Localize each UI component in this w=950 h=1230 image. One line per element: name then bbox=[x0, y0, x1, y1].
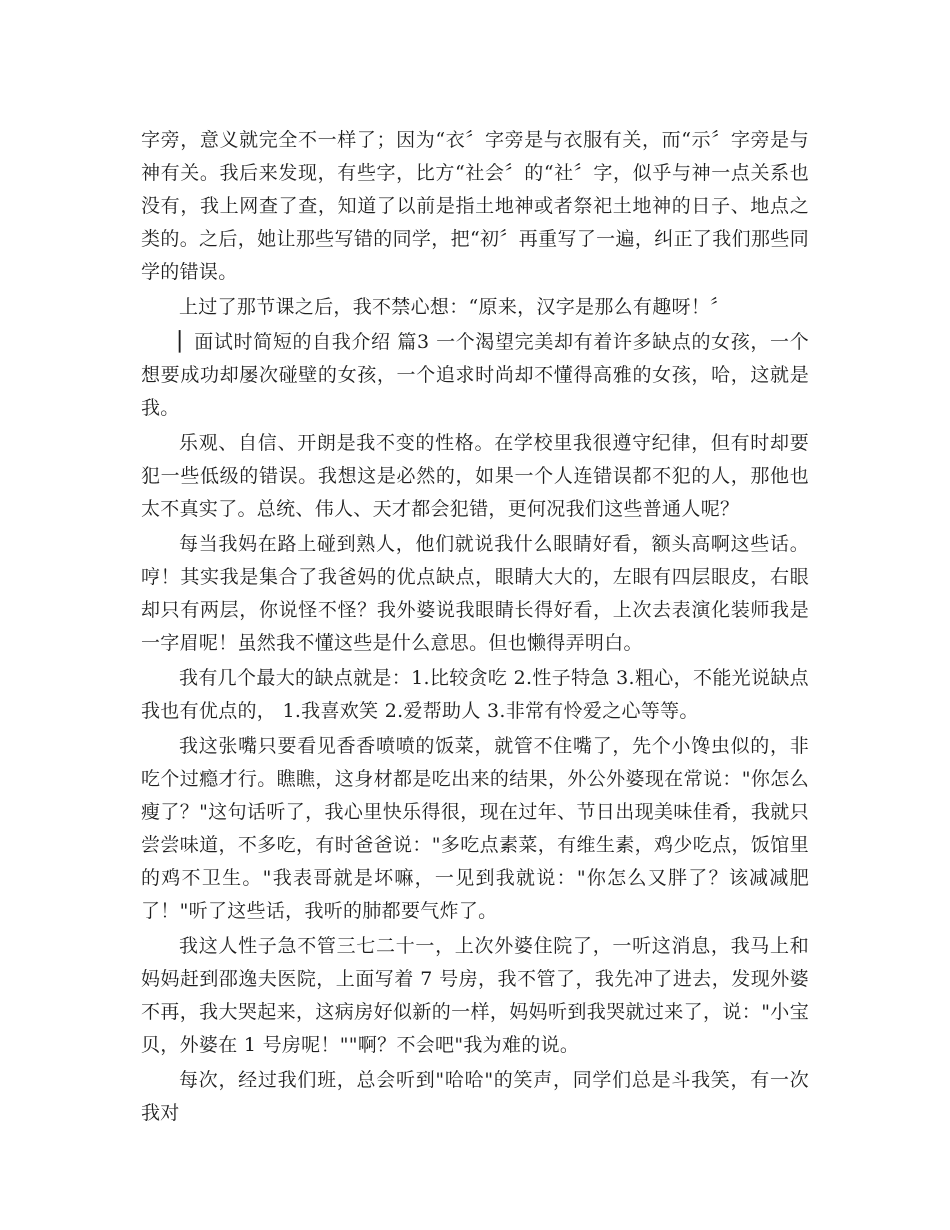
paragraph-3: ▏面试时简短的自我介绍 篇3 一个渴望完美却有着许多缺点的女孩，一个想要成功却屡次碰壁的女孩，一个追求时尚却不懂得高雅的女孩，哈，这就是我。 bbox=[141, 331, 809, 419]
paragraph-1: 字旁，意义就完全不一样了；因为“衣〞字旁是与衣服有关，而“示〞字旁是与神有关。我后来发现，有些字，比方“社会〞的“社〞字，似乎与神一点关系也没有，我上网查了查，知道了以前是指土地神或者祭祀土地神的日子、地点之类的。之后，她让那些写错的同学，把“初〞再重写了一遍，纠正了我们那些同学的错误。 bbox=[141, 129, 809, 283]
paragraph-4: 乐观、自信、开朗是我不变的性格。在学校里我很遵守纪律，但有时却要犯一些低级的错误。我想这是必然的，如果一个人连错误都不犯的人，那他也太不真实了。总统、伟人、天才都会犯错，更何况我们这些普通人呢？ bbox=[141, 432, 809, 520]
paragraph-2: 上过了那节课之后，我不禁心想：“原来，汉字是那么有趣呀！〞 bbox=[179, 296, 730, 318]
document-body bbox=[141, 124, 809, 1132]
paragraph-7: 我这张嘴只要看见香香喷喷的饭菜，就管不住嘴了，先个小馋虫似的，非吃个过瘾才行。瞧瞧，这身材都是吃出来的结果，外公外婆现在常说："你怎么瘦了？"这句话听了，我心里快乐得很，现在过年、节日出现美味佳肴，我就只尝尝味道，不多吃，有时爸爸说："多吃点素菜，有维生素，鸡少吃点，饭馆里的鸡不卫生。"我表哥就是坏嘛，一见到我就说："你怎么又胖了？该减减肥了！"听了这些话，我听的肺都要气炸了。 bbox=[141, 735, 809, 922]
paragraph-5: 每当我妈在路上碰到熟人，他们就说我什么眼睛好看，额头高啊这些话。哼！其实我是集合了我爸妈的优点缺点，眼睛大大的，左眼有四层眼皮，右眼却只有两层，你说怪不怪？我外婆说我眼睛长得好看，上次去表演化装师我是一字眉呢！虽然我不懂这些是什么意思。但也懒得弄明白。 bbox=[141, 533, 809, 654]
paragraph-8: 我这人性子急不管三七二十一，上次外婆住院了，一听这消息，我马上和妈妈赶到邵逸夫医院，上面写着 7 号房，我不管了，我先冲了进去，发现外婆不再，我大哭起来，这病房好似新的一样，妈妈听到我哭就过来了，说："小宝贝，外婆在 1 号房呢！""啊？不会吧"我为难的说。 bbox=[141, 935, 809, 1056]
paragraph-6: 我有几个最大的缺点就是：1.比较贪吃 2.性子特急 3.粗心，不能光说缺点我也有优点的， 1.我喜欢笑 2.爱帮助人 3.非常有怜爱之心等等。 bbox=[141, 667, 809, 722]
paragraph-9: 每次，经过我们班，总会听到"哈哈"的笑声，同学们总是斗我笑，有一次我对 bbox=[141, 1069, 809, 1124]
